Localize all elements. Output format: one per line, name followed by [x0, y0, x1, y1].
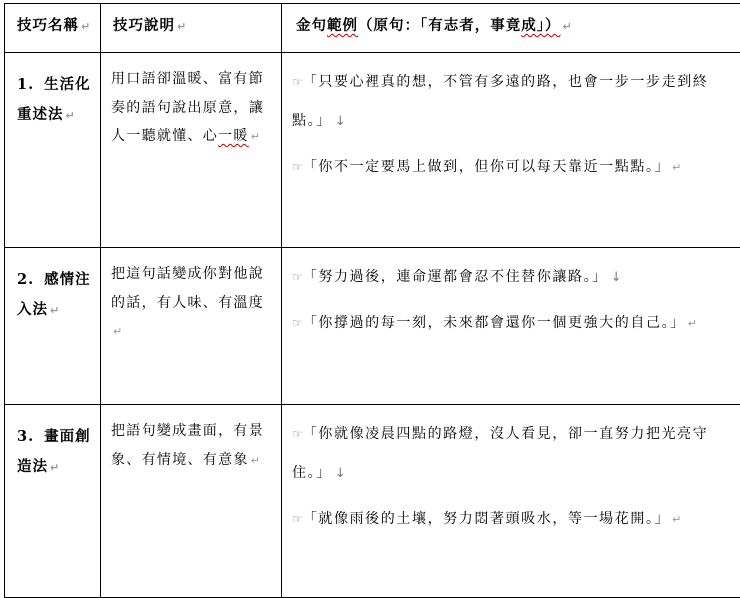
paragraph-return-icon — [48, 458, 60, 475]
example-quote: ☞「你撐過的每一刻，未來都會還你一個更強大的自己。」 ↵ — [292, 304, 737, 343]
line-break-arrow-icon — [332, 465, 348, 481]
table-row — [5, 248, 740, 405]
paragraph-return-icon — [64, 106, 76, 123]
paragraph-return-icon — [686, 315, 699, 331]
paragraph-return-icon — [79, 17, 91, 34]
paragraph-return-icon — [175, 17, 187, 34]
example-quotes-cell — [282, 53, 740, 248]
header-technique-name: 技巧名稱 ↵ — [5, 4, 101, 53]
paragraph-return-icon — [249, 128, 262, 144]
line-break-arrow-icon — [608, 269, 624, 285]
techniques-table — [4, 3, 740, 598]
example-quote: ☞「就像雨後的土壤，努力悶著頭吸水，等一場花開。」 ↵ — [292, 500, 737, 539]
example-quote: ☞「只要心裡真的想，不管有多遠的路，也會一步一步走到終點。」 ↓ — [292, 63, 737, 141]
technique-description-cell: 把這句話變成你對他說的話，有人味、有溫度 ↵ — [101, 248, 282, 405]
example-quotes-cell — [282, 248, 740, 405]
paragraph-return-icon — [111, 323, 124, 339]
example-quotes-cell — [282, 405, 740, 598]
paragraph-return-icon — [249, 452, 262, 468]
technique-name-cell: 2. 感情注入法 ↵ — [5, 248, 101, 405]
header-row — [5, 4, 740, 53]
hand-pointing-icon: ☞ — [292, 75, 303, 89]
technique-description-cell: 用口語卻溫暖、富有節奏的語句說出原意，讓人一聽就懂、心一暖 ↵ — [101, 53, 282, 248]
header-example-quotes: 金句範例（原句：「有志者，事竟成」） ↵ — [282, 4, 740, 53]
example-quote: ☞「你就像凌晨四點的路燈，沒人看見，卻一直努力把光亮守住。」 ↓ — [292, 415, 737, 493]
hand-pointing-icon: ☞ — [292, 427, 303, 441]
line-break-arrow-icon — [332, 113, 348, 129]
hand-pointing-icon: ☞ — [292, 512, 303, 526]
table-row — [5, 53, 740, 248]
paragraph-return-icon — [670, 159, 683, 175]
hand-pointing-icon: ☞ — [292, 316, 303, 330]
example-quote: ☞「你不一定要馬上做到，但你可以每天靠近一點點。」 ↵ — [292, 148, 737, 187]
hand-pointing-icon: ☞ — [292, 270, 303, 284]
example-quote: ☞「努力過後，連命運都會忍不住替你讓路。」 ↓ — [292, 258, 737, 297]
hand-pointing-icon: ☞ — [292, 160, 303, 174]
paragraph-return-icon — [561, 17, 573, 34]
technique-name-cell: 3. 畫面創造法 ↵ — [5, 405, 101, 598]
table-row — [5, 405, 740, 598]
paragraph-return-icon — [48, 301, 60, 318]
paragraph-return-icon — [670, 511, 683, 527]
header-technique-description: 技巧說明 ↵ — [101, 4, 282, 53]
technique-name-cell: 1. 生活化重述法 ↵ — [5, 53, 101, 248]
technique-description-cell: 把語句變成畫面，有景象、有情境、有意象 ↵ — [101, 405, 282, 598]
